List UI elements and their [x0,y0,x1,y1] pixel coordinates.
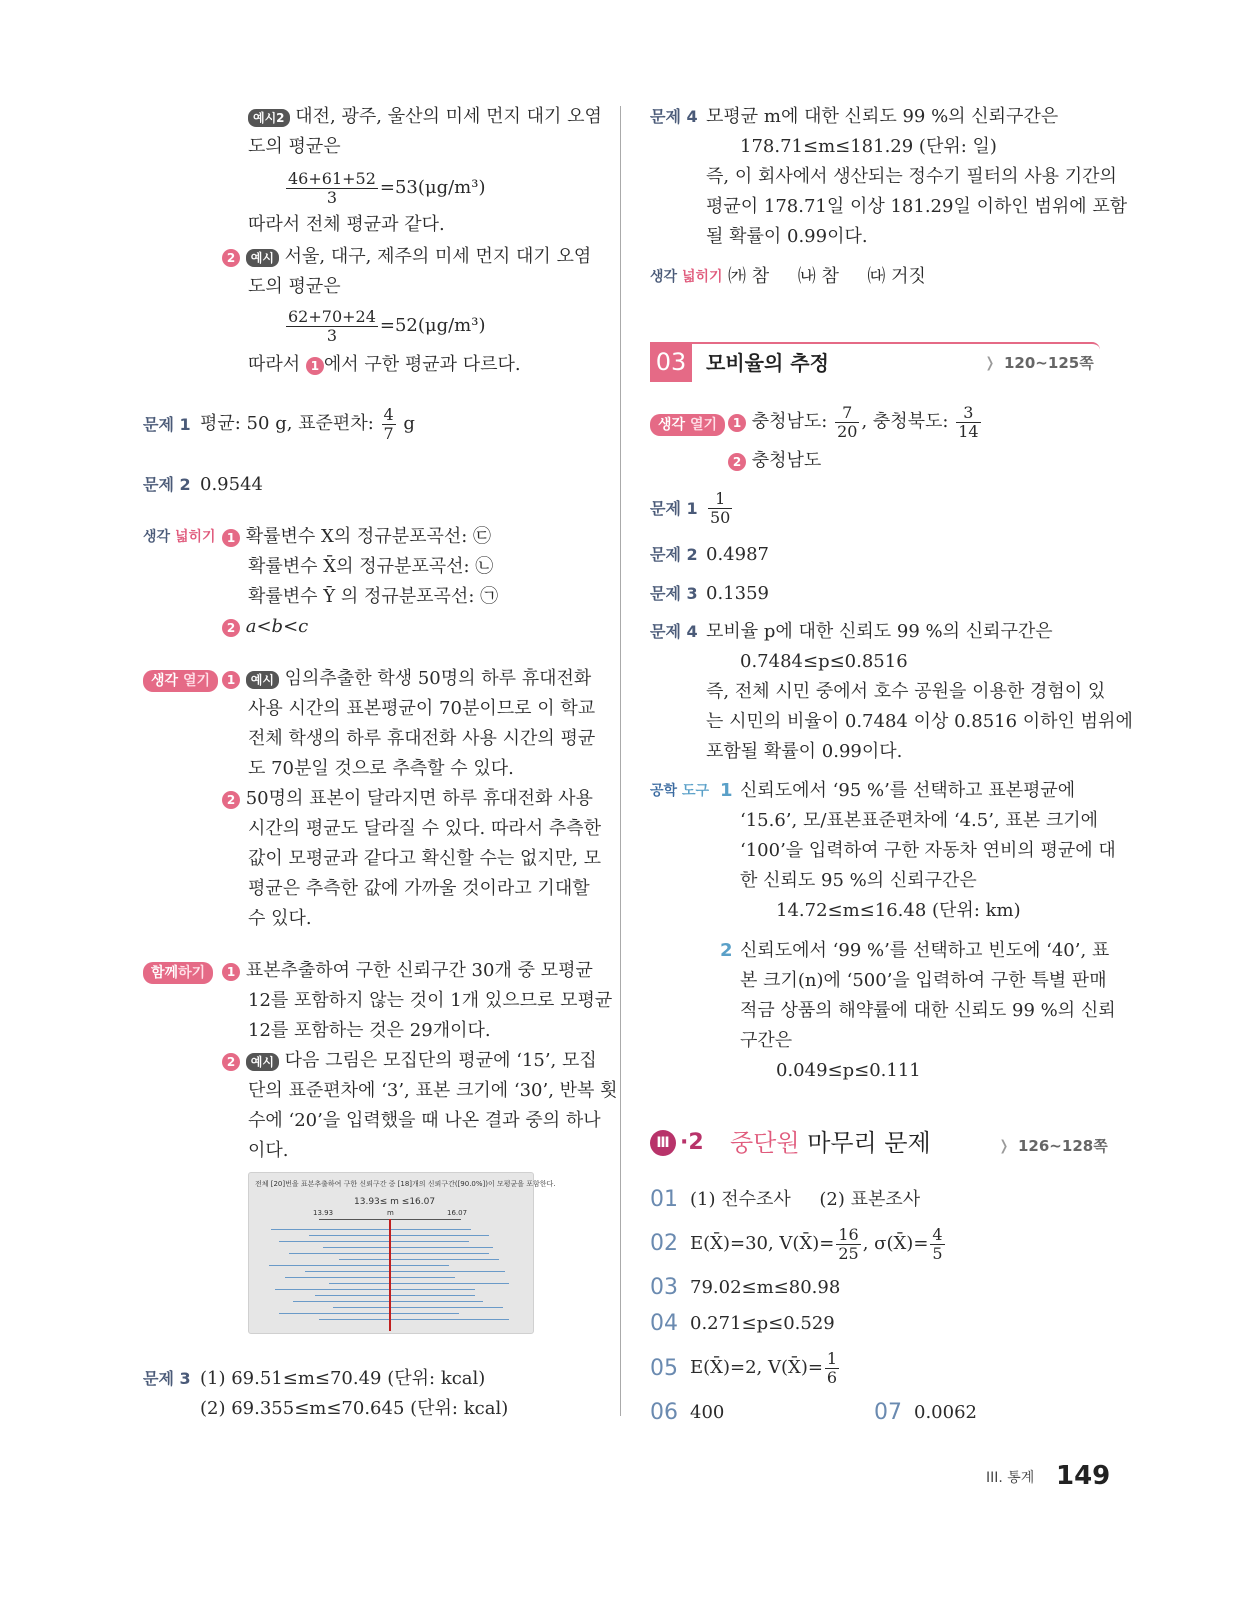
figure-tick-mid: m [387,1209,394,1217]
open-line5: 2 50명의 표본이 달라지면 하루 휴대전화 사용 [222,784,593,814]
ex2-formula: $\frac{46+61+52}{3}$ =53(μg/m³) [288,168,486,207]
page-number: 149 [1056,1461,1111,1491]
r-q2-label: 문제 2 [650,545,698,564]
r-q4-line3: 즉, 전체 시민 중에서 호수 공원을 이용한 경험이 있 [706,681,1106,702]
together-line4: 2 예시 다음 그림은 모집단의 평균에 ‘15’, 모집 [222,1046,597,1076]
open-line6: 시간의 평균도 달라질 수 있다. 따라서 추측한 [248,818,602,839]
together-line3: 12를 포함하는 것은 29개이다. [248,1020,491,1041]
interval-bar [315,1295,475,1296]
ex2-line1: 예시2 대전, 광주, 울산의 미세 먼지 대기 오염 [248,102,602,132]
figure-tick-right: 16.07 [447,1209,468,1217]
open-line2: 사용 시간의 표본평균이 70분이므로 이 학교 [248,698,596,719]
r-open-line1: 1 충청남도: $\frac{7}{20}$ , 충청북도: $\frac{3}{14}$ [728,402,983,442]
r-open-label: 생각 열기 [650,413,725,436]
confidence-interval-figure [248,1172,556,1334]
ex2b-line1: 2 예시 서울, 대구, 제주의 미세 먼지 대기 오염 [222,242,591,272]
tool-line5: 신뢰도에서 ‘99 %’를 선택하고 빈도에 ‘40’, 표 [740,940,1110,961]
ex2-line3: 따라서 전체 평균과 같다. [248,214,445,235]
r-problem4-line4: 평균이 178.71일 이상 181.29일 이하인 범위에 포함 [706,196,1128,217]
together-line1: 1 표본추출하여 구한 신뢰구간 30개 중 모평균 [222,956,593,986]
tool-line4: 한 신뢰도 95 %의 신뢰구간은 [740,870,977,891]
answer-07: 0.0062 [914,1402,977,1423]
r-q4-line2: 0.7484≤p≤0.8516 [740,651,908,672]
interval-bar [319,1319,509,1320]
r-q3-label: 문제 3 [650,584,698,603]
section-number: 03 [650,342,692,382]
interval-bar [305,1271,505,1272]
section-pages: 120~125쪽 [1004,354,1094,372]
expand-line2: 확률변수 X̄의 정규분포곡선: ㉡ [248,556,494,577]
problem3-line2: (2) 69.355≤m≤70.645 (단위: kcal) [200,1398,509,1419]
interval-bar [285,1277,455,1278]
problem1-label: 문제 1 [143,415,191,434]
r-q1-label: 문제 1 [650,499,698,518]
open-line4: 도 70분일 것으로 추측할 수 있다. [248,758,514,779]
problem3-label: 문제 3 [143,1369,191,1388]
expand-line3: 확률변수 Ȳ 의 정규분포곡선: ㉠ [248,586,499,607]
r-q1-answer: $\frac{1}{50}$ [710,488,731,527]
interval-bar [271,1229,471,1230]
interval-bar [279,1241,469,1242]
answer-02-num: 02 [650,1231,678,1256]
column-divider [620,106,621,1416]
r-q4-line4: 는 시민의 비율이 0.7484 이상 0.8516 이하인 범위에 [706,711,1133,732]
ex2b-formula: $\frac{62+70+24}{3}$ =52(μg/m³) [288,306,486,345]
unit-pages: 126~128쪽 [1018,1137,1108,1155]
r-open-line2: 2 충청남도 [728,446,821,476]
open-label: 생각 열기 [143,669,218,692]
together-label: 함께하기 [143,961,213,984]
tool-line8: 구간은 [740,1030,793,1051]
together-line6: 수에 ‘20’을 입력했을 때 나온 결과 중의 하나 [248,1110,601,1131]
expand-line4: 2 a<b<c [222,612,308,642]
unit-number: ·2 [680,1130,704,1155]
problem3-line1: (1) 69.51≤m≤70.49 (단위: kcal) [200,1368,486,1389]
r-problem4-line5: 될 확률이 0.99이다. [706,226,868,247]
answer-07-num: 07 [874,1400,902,1425]
answer-01: (1) 전수조사 (2) 표본조사 [690,1189,921,1210]
problem2-label: 문제 2 [143,475,191,494]
open-line7: 값이 모평균과 같다고 확신할 수는 없지만, 모 [248,848,602,869]
interval-bar [323,1247,493,1248]
population-mean-line [389,1219,391,1331]
unit-roman: Ⅲ [650,1130,676,1156]
tool-line2: ‘15.6’, 모/표본표준편차에 ‘4.5’, 표본 크기에 [740,810,1099,831]
figure-tick-left: 13.93 [313,1209,334,1217]
footer-section: III. 통계 [986,1470,1035,1486]
tool-num2: 2 [720,940,733,961]
answer-06: 400 [690,1402,725,1423]
r-problem4-label: 문제 4 [650,107,698,126]
r-problem4-line3: 즉, 이 회사에서 생산되는 정수기 필터의 사용 기간의 [706,166,1117,187]
open-line8: 평균은 추측한 값에 가까울 것이라고 기대할 [248,878,590,899]
interval-bar [269,1265,449,1266]
interval-bar [279,1313,459,1314]
tool-result2: 0.049≤p≤0.111 [776,1060,921,1081]
answer-04: 0.271≤p≤0.529 [690,1313,835,1334]
ex2-line2: 도의 평균은 [248,136,341,157]
problem2-answer: 0.9544 [200,474,263,495]
ex2-tag: 예시2 [248,109,290,127]
interval-bar [293,1301,483,1302]
tool-num1: 1 [720,780,733,801]
together-line5: 단의 표준편차에 ‘3’, 표본 크기에 ‘30’, 반복 횟 [248,1080,618,1101]
open-line1: 1 예시 임의추출한 학생 50명의 하루 휴대전화 [222,664,591,694]
r-problem4-line2: 178.71≤m≤181.29 (단위: 일) [740,136,997,157]
interval-bar [339,1259,499,1260]
r-q4-line5: 포함될 확률이 0.99이다. [706,741,903,762]
answer-05-num: 05 [650,1356,678,1381]
interval-bar [275,1289,475,1290]
answer-04-num: 04 [650,1311,678,1336]
together-line7: 이다. [248,1140,289,1161]
answer-06-num: 06 [650,1400,678,1425]
r-q4-label: 문제 4 [650,622,698,641]
answer-03: 79.02≤m≤80.98 [690,1277,841,1298]
answer-03-num: 03 [650,1275,678,1300]
figure-range: 13.93≤ m ≤16.07 [354,1197,436,1207]
r-problem4-line1: 모평균 m에 대한 신뢰도 99 %의 신뢰구간은 [706,106,1059,127]
tool-line6: 본 크기(n)에 ‘500’을 입력하여 구한 특별 판매 [740,970,1107,991]
r-expand-label: 생각 넓히기 [650,269,723,285]
ex2b-line2: 도의 평균은 [248,276,341,297]
tool-result1: 14.72≤m≤16.48 (단위: km) [776,900,1021,921]
unit-title: 중단원 마무리 문제 [730,1129,931,1157]
open-line3: 전체 학생의 하루 휴대전화 사용 시간의 평균 [248,728,596,749]
ex2b-line3: 따라서 1 에서 구한 평균과 다르다. [248,354,521,375]
expand-line1: 1 확률변수 X의 정규분포곡선: ㉢ [222,522,491,552]
r-q2-answer: 0.4987 [706,544,769,565]
problem1-answer: 평균: 50 g, 표준편차: $\frac{4}{7}$ g [200,404,415,443]
figure-caption: 전체 [20]번을 표본추출하여 구한 신뢰구간 중 [18]개의 신뢰구간([90.0%])이 모평균을 포함한다. [255,1180,556,1188]
tool-line1: 신뢰도에서 ‘95 %’를 선택하고 표본평균에 [740,780,1076,801]
answer-02: E(X̄)=30, V(X̄)= $\frac{16}{25}$ , σ(X̄)= $\frac{4}{5}$ [690,1224,943,1263]
tool-line3: ‘100’을 입력하여 구한 자동차 연비의 평균에 대 [740,840,1116,861]
answer-01-num: 01 [650,1187,678,1212]
r-expand-answers: ㈎ 참 ㈏ 참 ㈐ 거짓 [728,266,926,287]
interval-bar [309,1235,489,1236]
unit-arrow-icon: ❭ [998,1138,1010,1154]
r-q3-answer: 0.1359 [706,583,769,604]
section-title: 모비율의 추정 [706,351,829,375]
open-line9: 수 있다. [248,908,312,929]
interval-bar [333,1307,503,1308]
expand-label: 생각 넓히기 [143,529,216,545]
answer-05: E(X̄)=2, V(X̄)= $\frac{1}{6}$ [690,1348,838,1387]
tool-line7: 적금 상품의 해약률에 대한 신뢰도 99 %의 신뢰 [740,1000,1116,1021]
tool-label: 공학 도구 [650,783,709,799]
r-q4-line1: 모비율 p에 대한 신뢰도 99 %의 신뢰구간은 [706,621,1053,642]
together-line2: 12를 포함하지 않는 것이 1개 있으므로 모평균 [248,990,613,1011]
section-arrow-icon: ❭ [984,355,996,371]
interval-bar [329,1283,509,1284]
